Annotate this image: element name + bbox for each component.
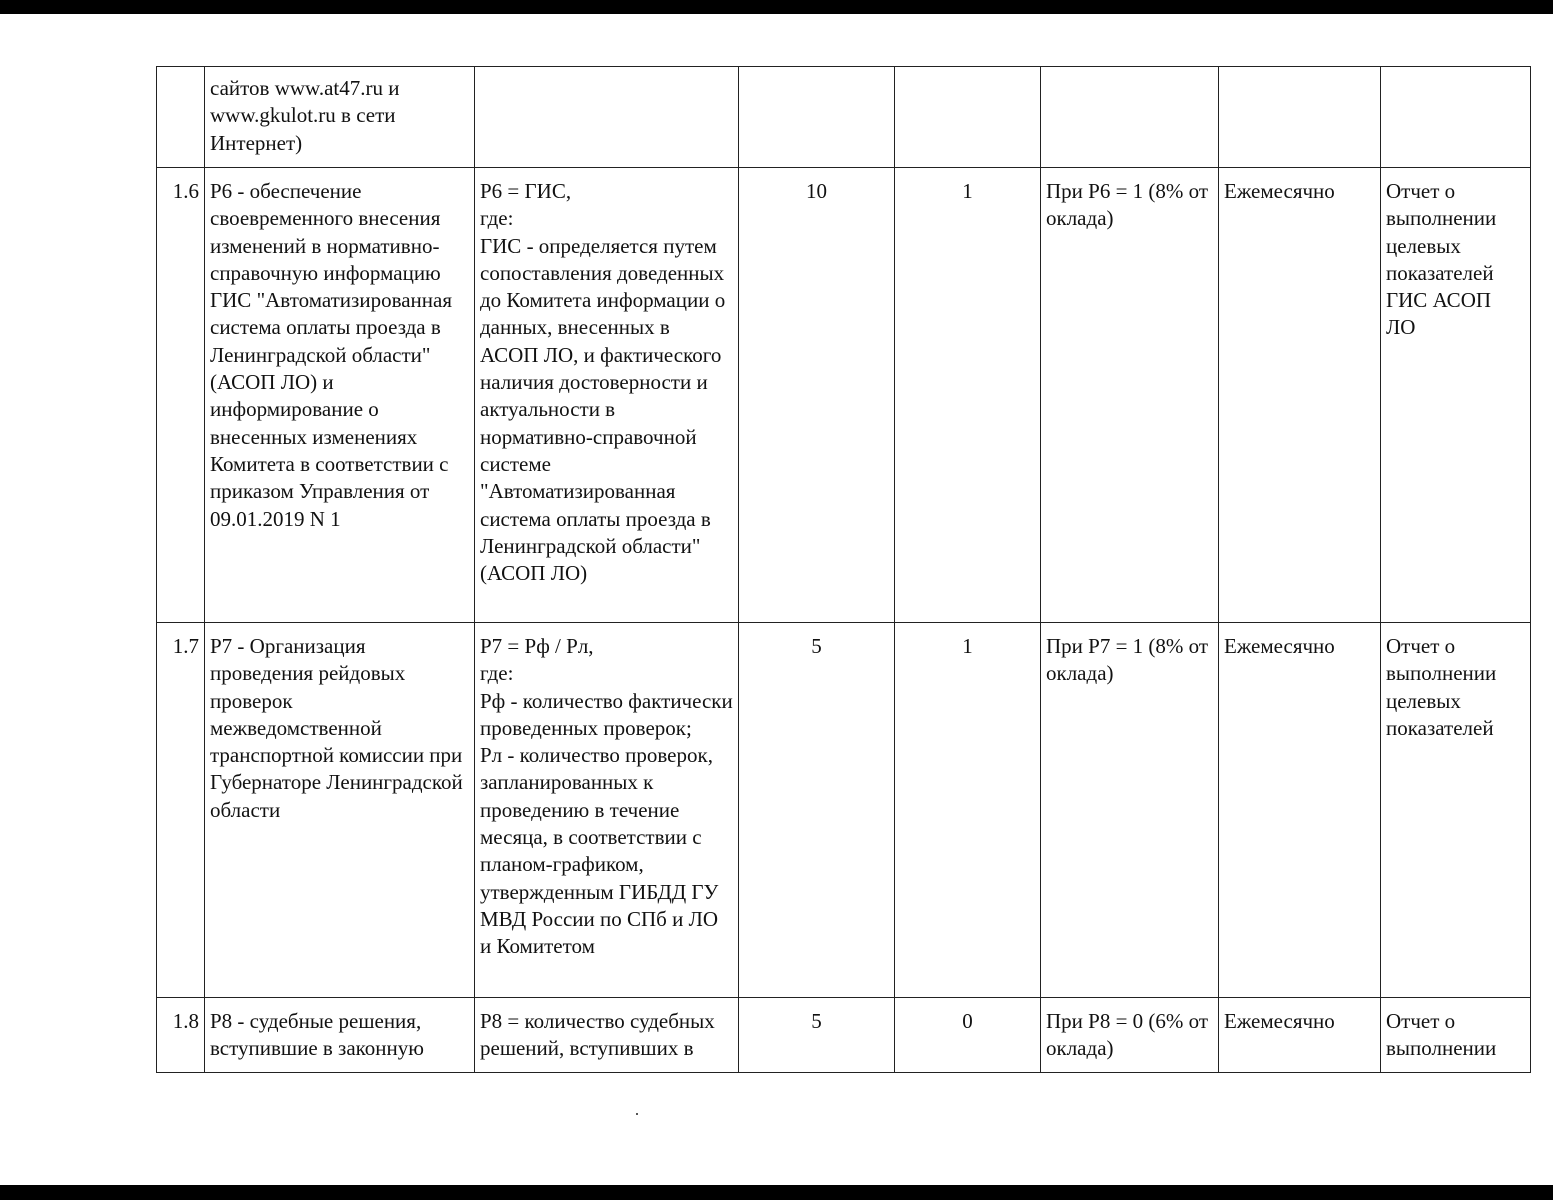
weight-cell: 10 <box>739 168 895 623</box>
indicator-cell: Р8 - судебные решения, вступившие в законную <box>205 998 475 1073</box>
period-cell: Ежемесячно <box>1219 168 1381 623</box>
report-cell: Отчет о выполнении целевых показателей ГИС АСОП ЛО <box>1381 168 1531 623</box>
condition-cell: При Р7 = 1 (8% от оклада) <box>1041 623 1219 998</box>
row-number: 1.6 <box>157 168 205 623</box>
weight-cell: 5 <box>739 623 895 998</box>
target-cell: 1 <box>895 168 1041 623</box>
row-number: 1.7 <box>157 623 205 998</box>
scan-border-top <box>0 0 1553 14</box>
report-cell: Отчет о выполнении целевых показателей <box>1381 623 1531 998</box>
scan-speck <box>636 1113 638 1115</box>
period-cell: Ежемесячно <box>1219 623 1381 998</box>
table-row <box>157 168 1531 623</box>
period-cell <box>1219 67 1381 168</box>
target-cell <box>895 67 1041 168</box>
table-row <box>157 623 1531 998</box>
indicator-cell: Р7 - Организация проведения рейдовых проверок межведомственной транспортной комиссии при Губернаторе Ленинградской области <box>205 623 475 998</box>
indicator-cell: сайтов www.at47.ru и www.gkulot.ru в сети Интернет) <box>205 67 475 168</box>
indicators-table <box>156 66 1531 1073</box>
weight-cell: 5 <box>739 998 895 1073</box>
formula-cell: Р7 = Рф / Рл, где: Рф - количество фактически проведенных проверок; Рл - количество проверок, запланированных к проведению в течение месяца, в соответствии с планом-графиком, утвержденным ГИБДД ГУ МВД России по СПб и ЛО и Комитетом <box>475 623 739 998</box>
condition-cell: При Р8 = 0 (6% от оклада) <box>1041 998 1219 1073</box>
condition-cell: При Р6 = 1 (8% от оклада) <box>1041 168 1219 623</box>
target-cell: 0 <box>895 998 1041 1073</box>
report-cell <box>1381 67 1531 168</box>
target-cell: 1 <box>895 623 1041 998</box>
table-row <box>157 67 1531 168</box>
table-row <box>157 998 1531 1073</box>
formula-cell: Р8 = количество судебных решений, вступивших в <box>475 998 739 1073</box>
formula-cell <box>475 67 739 168</box>
period-cell: Ежемесячно <box>1219 998 1381 1073</box>
indicator-cell: Р6 - обеспечение своевременного внесения изменений в нормативно-справочную информацию ГИС "Автоматизированная система оплаты проезда в Ленинградской области" (АСОП ЛО) и информирование о внесенных изменениях Комитета в соответствии с приказом Управления от 09.01.2019 N 1 <box>205 168 475 623</box>
scan-border-bottom <box>0 1185 1553 1200</box>
formula-cell: Р6 = ГИС, где: ГИС - определяется путем сопоставления доведенных до Комитета информации о данных, внесенных в АСОП ЛО, и фактического наличия достоверности и актуальности в нормативно-справочной системе "Автоматизированная система оплаты проезда в Ленинградской области" (АСОП ЛО) <box>475 168 739 623</box>
weight-cell <box>739 67 895 168</box>
condition-cell <box>1041 67 1219 168</box>
row-number: 1.8 <box>157 998 205 1073</box>
report-cell: Отчет о выполнении <box>1381 998 1531 1073</box>
row-number <box>157 67 205 168</box>
